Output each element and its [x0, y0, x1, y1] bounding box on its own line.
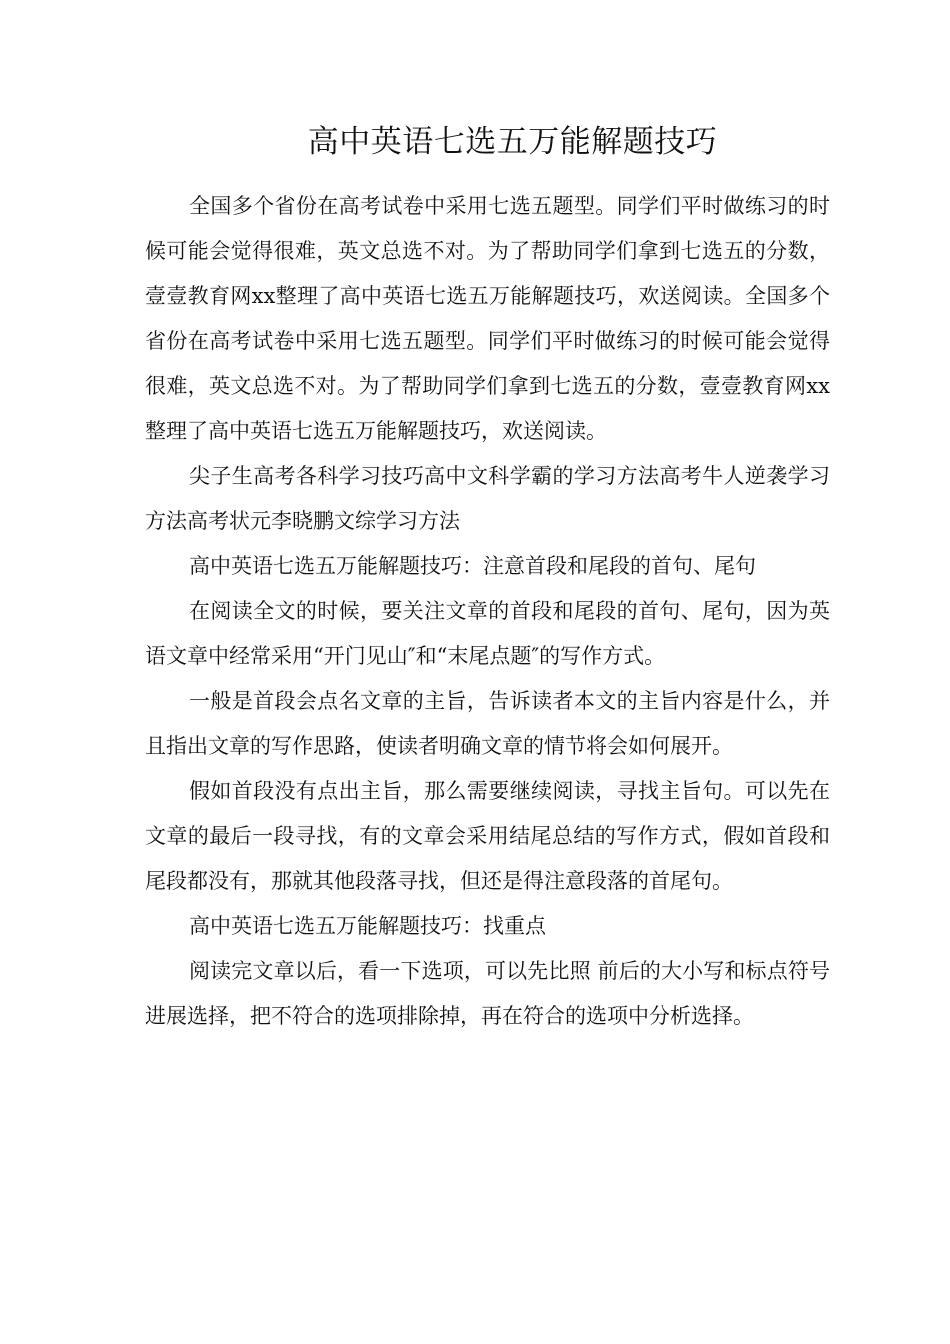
- section-heading-key-points: 高中英语七选五万能解题技巧：找重点: [189, 914, 546, 938]
- document-title: 高中英语七选五万能解题技巧: [307, 124, 718, 160]
- paragraph-first-last-sentences: 在阅读全文的时候，要关注文章的首段和尾段的首句、尾句，因为英语文章中经常采用“开门见山″和“末尾点题″的写作方式。: [145, 599, 830, 668]
- paragraph-main-idea: 一般是首段会点名文章的主旨，告诉读者本文的主旨内容是什么，并且指出文章的写作思路，使读者明确文章的情节将会如何展开。: [145, 689, 830, 758]
- paragraph-options-analysis: 阅读完文章以后，看一下选项，可以先比照 前后的大小写和标点符号进展选择，把不符合的选项排除掉，再在符合的选项中分析选择。: [145, 959, 830, 1028]
- paragraph-intro: 全国多个省份在高考试卷中采用七选五题型。同学们平时做练习的时候可能会觉得很难，英文总选不对。为了帮助同学们拿到七选五的分数，壹壹教育网xx整理了高中英语七选五万能解题技巧，欢送阅读。全国多个省份在高考试卷中采用七选五题型。同学们平时做练习的时候可能会觉得很难，英文总选不对。为了帮助同学们拿到七选五的分数，壹壹教育网xx整理了高中英语七选五万能解题技巧，欢送阅读。: [145, 194, 830, 443]
- paragraph-find-topic-sentence: 假如首段没有点出主旨，那么需要继续阅读，寻找主旨句。可以先在文章的最后一段寻找，有的文章会采用结尾总结的写作方式，假如首段和尾段都没有，那就其他段落寻找，但还是得注意段落的首尾句。: [145, 779, 830, 893]
- paragraph-related-links: 尖子生高考各科学习技巧高中文科学霸的学习方法高考牛人逆袭学习方法高考状元李晓鹏文综学习方法: [145, 464, 830, 533]
- section-heading-first-last: 高中英语七选五万能解题技巧：注意首段和尾段的首句、尾句: [189, 554, 756, 578]
